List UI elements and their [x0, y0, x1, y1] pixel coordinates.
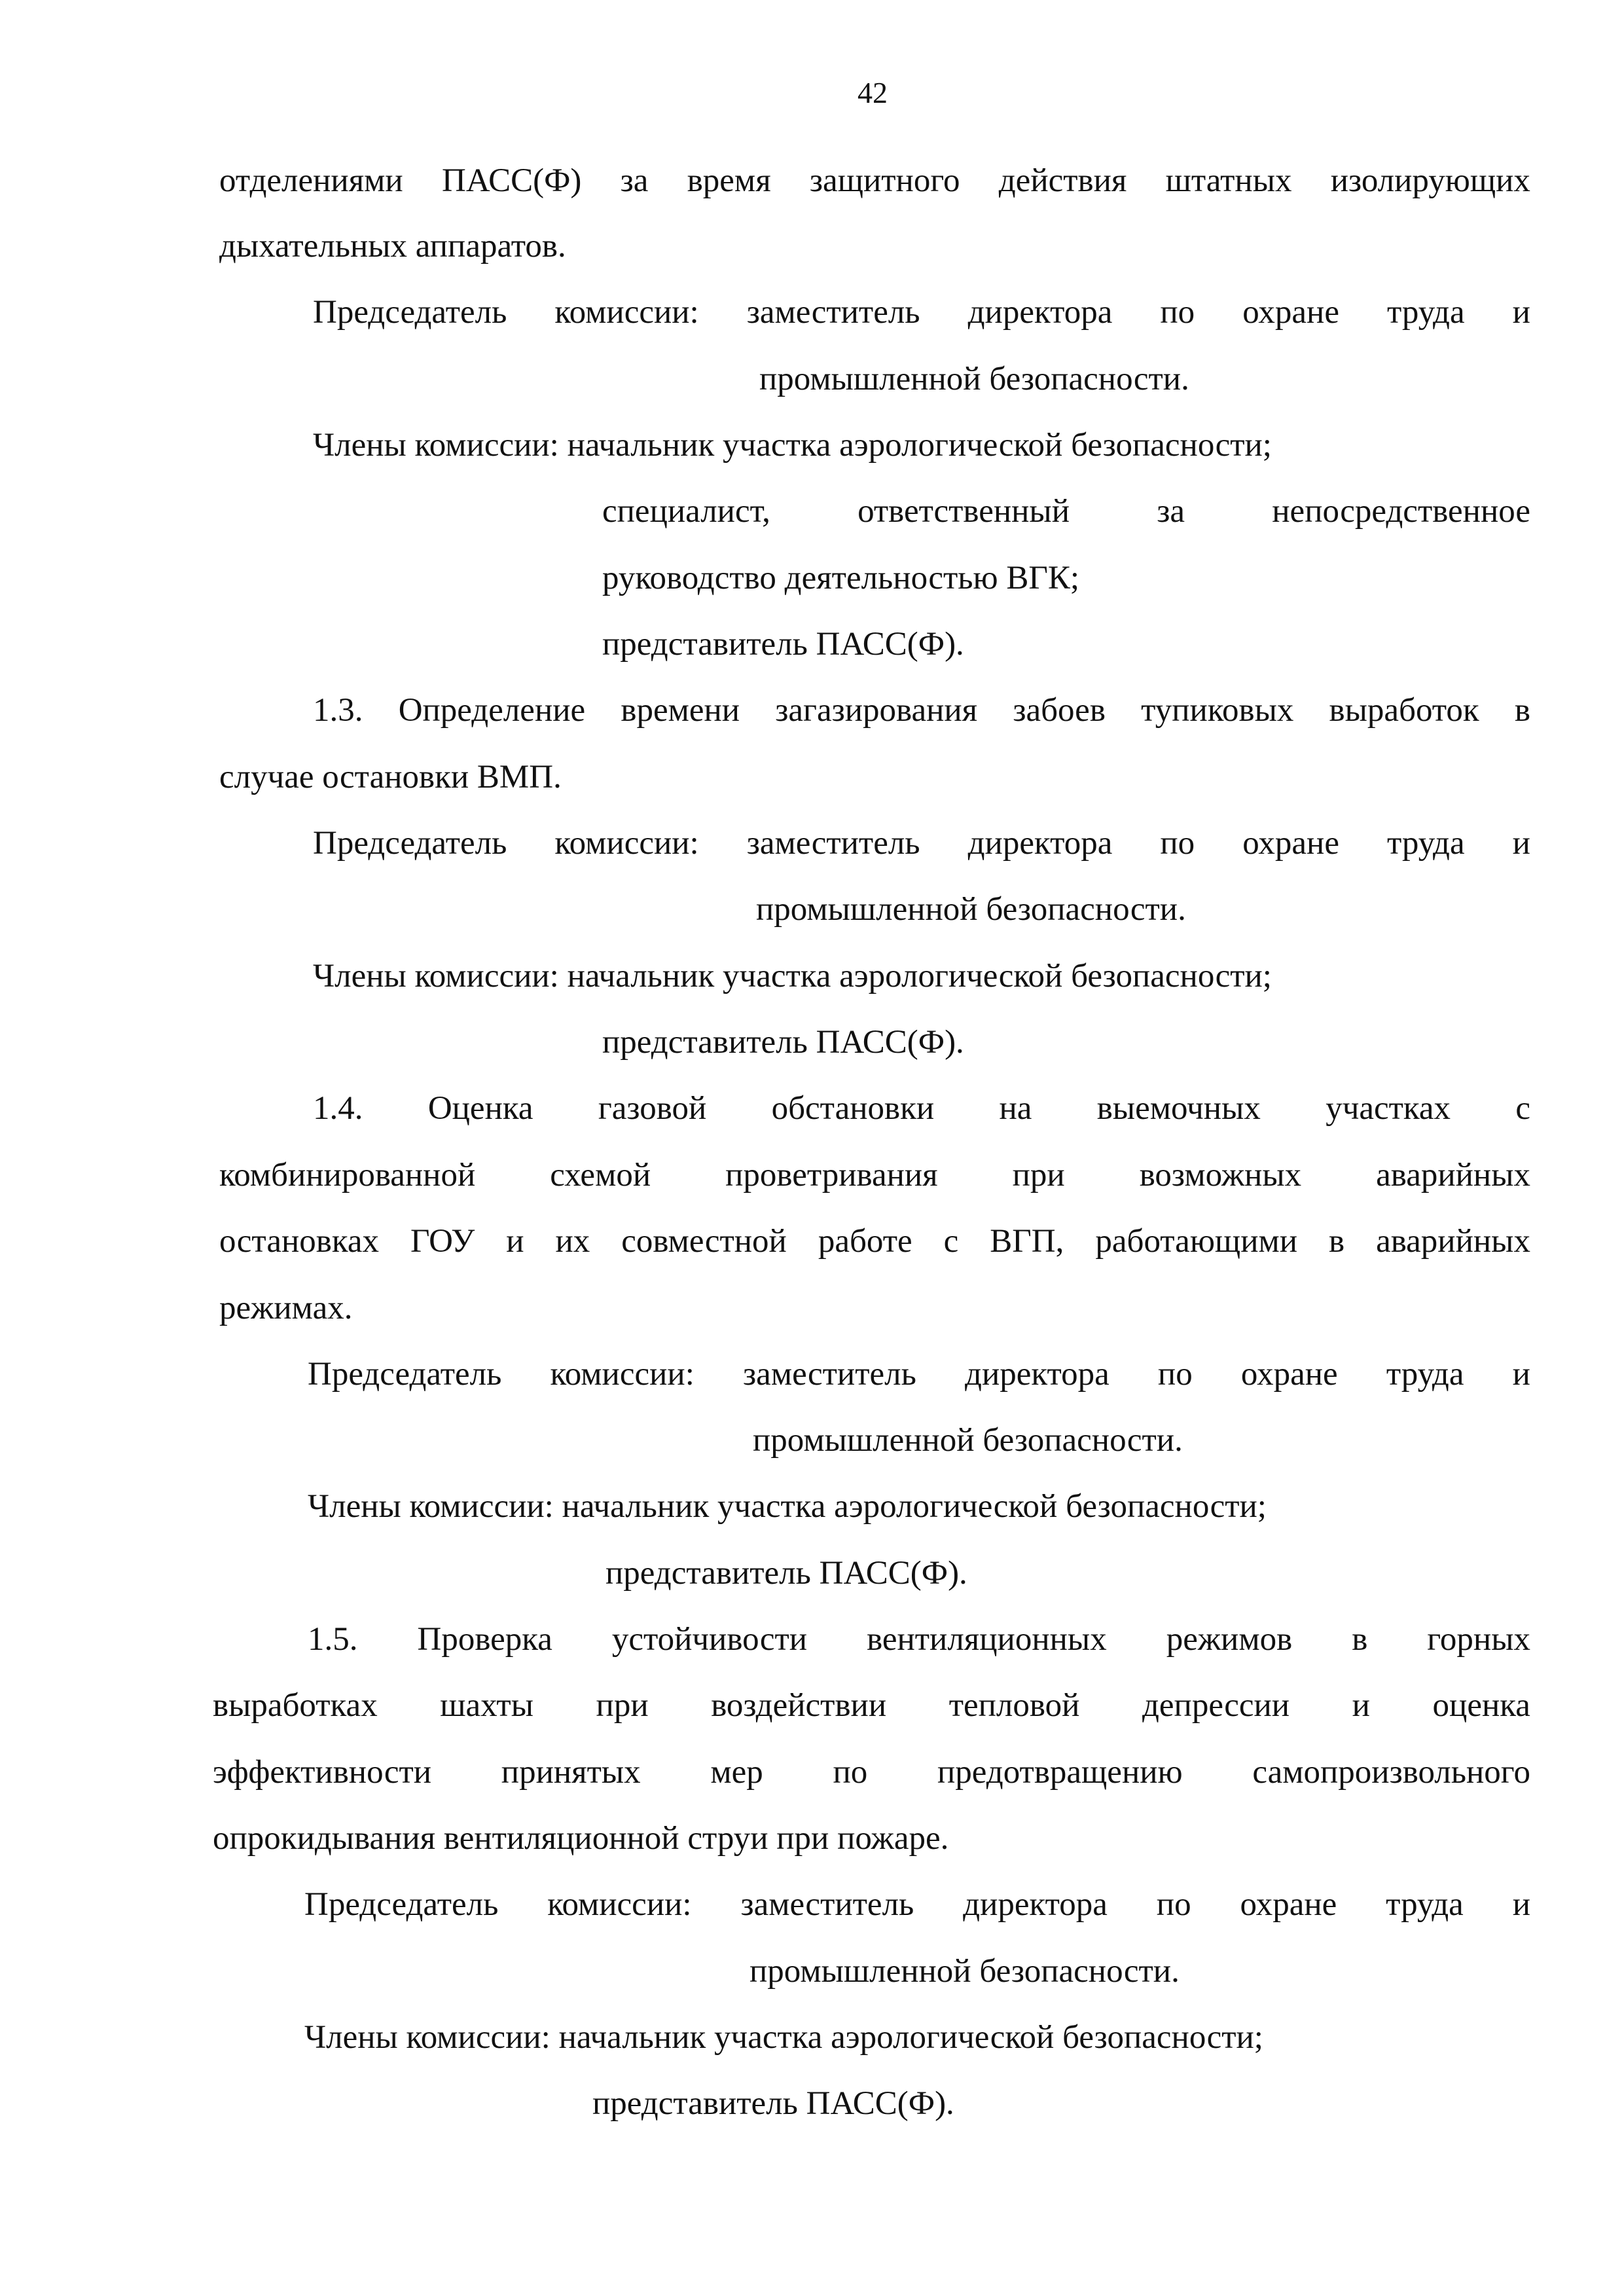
word: шахты	[440, 1687, 533, 1724]
word: выработках	[213, 1687, 378, 1724]
word: эффективности	[213, 1754, 432, 1791]
word: 1.5.	[308, 1621, 358, 1658]
word: аварийных	[1376, 1223, 1530, 1260]
item-1-5-line-3	[213, 1751, 1530, 1793]
word: действия	[998, 162, 1127, 199]
members-line-4: представитель ПАСС(Ф).	[602, 626, 964, 663]
word: забоев	[1013, 692, 1106, 729]
word: загазирования	[775, 692, 978, 729]
word: ГОУ	[410, 1223, 475, 1260]
word: труда	[1387, 825, 1465, 862]
word: выработок	[1329, 692, 1479, 729]
word: за	[620, 162, 649, 199]
word: штатных	[1165, 162, 1292, 199]
intro-line-2: дыхательных аппаратов.	[219, 228, 566, 264]
item-1-4-members-line-2: представитель ПАСС(Ф).	[605, 1555, 967, 1592]
item-1-3-line-1	[313, 689, 1530, 731]
word: комиссии:	[554, 825, 699, 862]
word: работающими	[1095, 1223, 1298, 1260]
item-1-5-chair-line-2: промышленной безопасности.	[749, 1953, 1180, 1990]
item-1-4-members-line-1: Члены комиссии: начальник участка аэрологической безопасности;	[308, 1488, 1267, 1525]
word: с	[943, 1223, 959, 1260]
word: директора	[967, 294, 1113, 331]
item-1-3-chair-line-1	[313, 822, 1530, 864]
word: работе	[818, 1223, 912, 1260]
word: устойчивости	[611, 1621, 808, 1658]
item-1-5-members-line-1: Члены комиссии: начальник участка аэрологической безопасности;	[304, 2019, 1263, 2056]
word: охране	[1240, 1886, 1337, 1923]
word: в	[1514, 692, 1530, 729]
word: охране	[1240, 1356, 1338, 1393]
word: и	[1512, 294, 1530, 331]
word: заместитель	[746, 294, 920, 331]
word: возможных	[1139, 1157, 1302, 1194]
word: комиссии:	[554, 294, 699, 331]
word: и	[506, 1223, 524, 1260]
word: комиссии:	[547, 1886, 692, 1923]
word: тупиковых	[1141, 692, 1294, 729]
word: Проверка	[417, 1621, 552, 1658]
item-1-3-members-line-1: Члены комиссии: начальник участка аэрологической безопасности;	[313, 958, 1272, 994]
word: директора	[963, 1886, 1108, 1923]
members-line-1: Члены комиссии: начальник участка аэрологической безопасности;	[313, 427, 1272, 464]
word: по	[833, 1754, 868, 1791]
word: мер	[710, 1754, 763, 1791]
word: и	[1512, 825, 1530, 862]
item-1-4-line-2	[219, 1154, 1530, 1196]
word: остановках	[219, 1223, 379, 1260]
word: охране	[1242, 294, 1339, 331]
word: схемой	[550, 1157, 651, 1194]
word: участках	[1326, 1090, 1451, 1127]
word: горных	[1427, 1621, 1530, 1658]
item-1-5-chair-line-1	[304, 1884, 1530, 1925]
word: заместитель	[743, 1356, 916, 1393]
word: Председатель	[313, 825, 507, 862]
word: тепловой	[948, 1687, 1080, 1724]
word: совместной	[621, 1223, 787, 1260]
word: Председатель	[313, 294, 507, 331]
item-1-4-chair-line-1	[308, 1353, 1530, 1395]
item-1-5-members-line-2: представитель ПАСС(Ф).	[592, 2085, 954, 2122]
word: в	[1352, 1621, 1368, 1658]
word: по	[1160, 825, 1195, 862]
word: на	[999, 1090, 1032, 1127]
word: заместитель	[740, 1886, 914, 1923]
word: время	[687, 162, 771, 199]
word: при	[596, 1687, 649, 1724]
word: за	[1157, 493, 1185, 530]
word: непосредственное	[1272, 493, 1530, 530]
word: в	[1329, 1223, 1345, 1260]
word: при	[1012, 1157, 1065, 1194]
word: директора	[965, 1356, 1110, 1393]
word: ПАСС(Ф)	[441, 162, 582, 199]
word: обстановки	[771, 1090, 935, 1127]
word: проветривания	[725, 1157, 938, 1194]
intro-line-1	[219, 160, 1530, 202]
word: охране	[1242, 825, 1339, 862]
word: труда	[1386, 1886, 1464, 1923]
item-1-4-line-4: режимах.	[219, 1290, 353, 1326]
word: ВГП,	[990, 1223, 1064, 1260]
word: специалист,	[602, 493, 770, 530]
item-1-3-line-2: случае остановки ВМП.	[219, 759, 562, 795]
word: времени	[621, 692, 740, 729]
word: Определение	[398, 692, 586, 729]
word: отделениями	[219, 162, 403, 199]
word: и	[1352, 1687, 1370, 1724]
members-line-3: руководство деятельностью ВГК;	[602, 560, 1080, 596]
word: Председатель	[304, 1886, 499, 1923]
word: Оценка	[427, 1090, 533, 1127]
word: выемочных	[1096, 1090, 1261, 1127]
word: воздействии	[711, 1687, 887, 1724]
item-1-5-line-1	[308, 1618, 1530, 1660]
word: с	[1515, 1090, 1530, 1127]
word: ответственный	[857, 493, 1070, 530]
word: труда	[1386, 1356, 1464, 1393]
word: аварийных	[1376, 1157, 1530, 1194]
word: и	[1512, 1356, 1530, 1393]
word: 1.4.	[313, 1090, 363, 1127]
word: режимов	[1166, 1621, 1293, 1658]
page-number: 42	[857, 76, 888, 109]
item-1-4-line-1	[313, 1087, 1530, 1129]
word: принятых	[501, 1754, 641, 1791]
word: самопроизвольного	[1252, 1754, 1530, 1791]
item-1-5-line-2	[213, 1685, 1530, 1726]
word: предотвращению	[937, 1754, 1183, 1791]
item-1-4-line-3	[219, 1220, 1530, 1262]
word: 1.3.	[313, 692, 363, 729]
word: заместитель	[746, 825, 920, 862]
word: изолирующих	[1330, 162, 1530, 199]
word: газовой	[598, 1090, 707, 1127]
chair-line-2: промышленной безопасности.	[759, 361, 1189, 397]
word: по	[1157, 1356, 1193, 1393]
word: депрессии	[1142, 1687, 1290, 1724]
members-line-2	[602, 490, 1530, 532]
word: их	[555, 1223, 590, 1260]
word: директора	[967, 825, 1113, 862]
word: труда	[1387, 294, 1465, 331]
chair-line-1	[313, 291, 1530, 333]
item-1-3-chair-line-2: промышленной безопасности.	[756, 891, 1186, 928]
word: комбинированной	[219, 1157, 476, 1194]
word: и	[1512, 1886, 1530, 1923]
word: вентиляционных	[867, 1621, 1107, 1658]
word: по	[1156, 1886, 1191, 1923]
word: Председатель	[308, 1356, 502, 1393]
word: по	[1160, 294, 1195, 331]
word: защитного	[809, 162, 960, 199]
word: оценка	[1432, 1687, 1530, 1724]
item-1-3-members-line-2: представитель ПАСС(Ф).	[602, 1024, 964, 1061]
word: комиссии:	[550, 1356, 695, 1393]
item-1-5-line-4: опрокидывания вентиляционной струи при пожаре.	[213, 1820, 949, 1857]
item-1-4-chair-line-2: промышленной безопасности.	[753, 1422, 1183, 1459]
